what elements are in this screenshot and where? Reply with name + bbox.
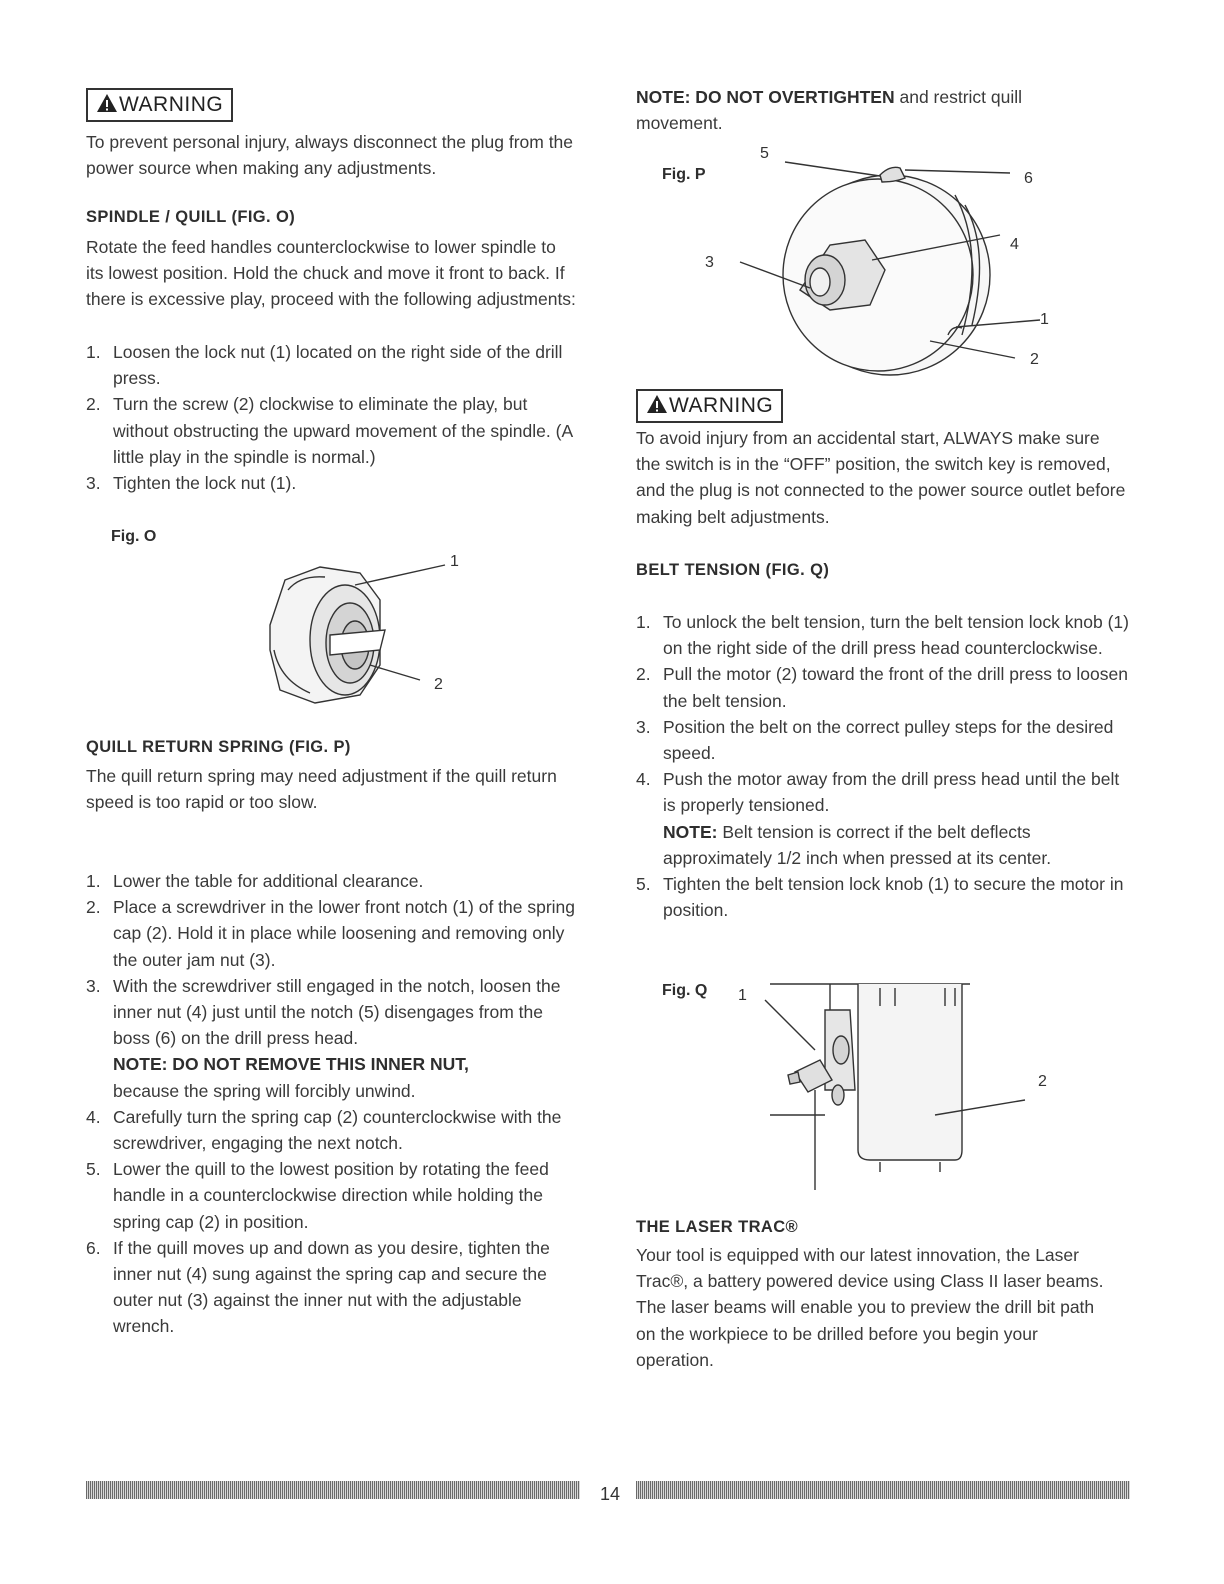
list-item	[86, 868, 580, 894]
belt-steps	[636, 609, 1130, 923]
footer-bar-left	[86, 1481, 580, 1499]
step-number: 5.	[636, 874, 651, 895]
list-item	[86, 391, 574, 470]
list-item	[86, 1235, 580, 1340]
footer-bar-right	[636, 1481, 1130, 1499]
step-text: Turn the screw (2) clockwise to eliminate the play, but without obstructing the upward movement of the spindle. (A little play in the spindle is normal.)	[113, 394, 573, 467]
fig-p-callout-4: 4	[1010, 236, 1019, 253]
belt-warning-label	[636, 389, 783, 423]
fig-p-callout-6: 6	[1024, 170, 1033, 187]
warning-label-text: WARNING	[119, 93, 224, 116]
step-text: Tighten the belt tension lock knob (1) to secure the motor in position.	[663, 874, 1124, 921]
list-item	[86, 1104, 580, 1156]
quill-intro: The quill return spring may need adjustment if the quill return speed is too rapid or too slow.	[86, 766, 557, 813]
fig-o-illustration	[250, 555, 480, 715]
step-text: Pull the motor (2) toward the front of the drill press to loosen the belt tension.	[663, 664, 1128, 711]
step-number: 6.	[86, 1237, 101, 1258]
quill-heading: QUILL RETURN SPRING (FIG. P)	[86, 738, 351, 756]
fig-q-illustration	[730, 980, 1050, 1195]
step-number: 1.	[86, 342, 101, 362]
step-number: 5.	[86, 1159, 101, 1180]
list-item	[636, 766, 1130, 871]
step-text: Place a screwdriver in the lower front notch (1) of the spring cap (2). Hold it in place while loosening and removing only the outer jam nut (3).	[113, 897, 576, 970]
step-text: Push the motor away from the drill press head until the belt is properly tensioned.	[663, 769, 1120, 816]
belt-heading: BELT TENSION (FIG. Q)	[636, 561, 830, 579]
spindle-steps	[86, 339, 574, 496]
list-item	[636, 661, 1130, 713]
step-number: 3.	[86, 473, 101, 494]
fig-q-callout-2: 2	[1038, 1073, 1047, 1090]
list-item	[636, 714, 1130, 766]
step-note-bold: NOTE:	[663, 821, 718, 842]
step-text: Lower the table for additional clearance.	[113, 871, 424, 891]
step-note-text: Belt tension is correct if the belt deflects approximately 1/2 inch when pressed at its center.	[663, 821, 1052, 868]
step-text: Lower the quill to the lowest position by rotating the feed handle in a counterclockwise direction while holding the spring cap (2) in position.	[113, 1159, 549, 1232]
step-note: NOTE: DO NOT REMOVE THIS INNER NUT,	[113, 1054, 469, 1075]
overtighten-note	[636, 84, 1106, 136]
step-number: 4.	[636, 769, 651, 790]
step-number: 2.	[86, 897, 101, 918]
fig-p-callout-2: 2	[1030, 351, 1039, 368]
page-number: 14	[599, 1484, 621, 1504]
warning-text: To prevent personal injury, always disconnect the plug from the power source when making any adjustments.	[86, 132, 574, 179]
fig-o-callout-1: 1	[450, 553, 459, 570]
list-item	[86, 339, 574, 391]
step-number: 2.	[86, 394, 101, 415]
list-item	[86, 470, 574, 496]
fig-q-label: Fig. Q	[662, 982, 708, 999]
warning-label	[86, 88, 233, 122]
spindle-heading: SPINDLE / QUILL (FIG. O)	[86, 208, 296, 226]
list-item	[86, 1156, 580, 1235]
warning-icon	[646, 394, 668, 414]
fig-p-callout-3: 3	[705, 254, 714, 271]
step-text: To unlock the belt tension, turn the belt tension lock knob (1) on the right side of the drill press head counterclockwise.	[663, 612, 1129, 659]
step-number: 3.	[86, 975, 101, 996]
step-number: 4.	[86, 1106, 101, 1127]
fig-p-callout-5: 5	[760, 145, 769, 162]
fig-q-callout-1: 1	[738, 987, 747, 1004]
note-bold: NOTE: DO NOT OVERTIGHTEN	[636, 87, 895, 107]
laser-text: Your tool is equipped with our latest innovation, the Laser Trac®, a battery powered device using Class II laser beams. The laser beams will enable you to preview the drill bit path on the workpiece to be drilled before you begin your operation.	[636, 1245, 1104, 1370]
step-number: 2.	[636, 664, 651, 685]
step-text: Loosen the lock nut (1) located on the right side of the drill press.	[113, 342, 563, 389]
fig-o-callout-2: 2	[434, 676, 443, 693]
step-number: 3.	[636, 716, 651, 737]
spindle-intro: Rotate the feed handles counterclockwise to lower spindle to its lowest position. Hold the chuck and move it front to back. If there is excessive play, proceed with the following adjustments:	[86, 237, 576, 310]
belt-warning-text: To avoid injury from an accidental start, ALWAYS make sure the switch is in the “OFF” position, the switch key is removed, and the plug is not connected to the power source outlet before making belt adjustments.	[636, 428, 1126, 527]
step-text: Carefully turn the spring cap (2) counterclockwise with the screwdriver, engaging the next notch.	[113, 1106, 562, 1154]
warning-icon	[96, 93, 118, 113]
step-text: With the screwdriver still engaged in the notch, loosen the inner nut (4) just until the notch (5) disengages from the boss (6) on the drill press head.	[113, 975, 561, 1049]
step-text: Position the belt on the correct pulley steps for the desired speed.	[663, 716, 1114, 764]
list-item	[86, 973, 580, 1104]
fig-p-callout-1: 1	[1040, 311, 1049, 328]
list-item	[86, 894, 580, 973]
step-text: If the quill moves up and down as you desire, tighten the inner nut (4) sung against the spring cap and secure the outer nut (3) against the inner nut with the adjustable wrench.	[113, 1237, 550, 1337]
list-item	[636, 871, 1130, 923]
warning-label-text: WARNING	[669, 394, 774, 417]
note-text: and restrict quill movement.	[636, 87, 1023, 134]
quill-steps	[86, 868, 580, 1340]
step-number: 1.	[86, 871, 101, 891]
step-text: Tighten the lock nut (1).	[113, 473, 297, 494]
step-number: 1.	[636, 612, 651, 632]
fig-p-illustration	[700, 140, 1040, 370]
fig-o-label: Fig. O	[111, 528, 157, 545]
fig-p-label: Fig. P	[662, 166, 706, 183]
laser-heading: THE LASER TRAC®	[636, 1218, 799, 1236]
step-note-text: because the spring will forcibly unwind.	[113, 1080, 416, 1101]
list-item	[636, 609, 1130, 661]
